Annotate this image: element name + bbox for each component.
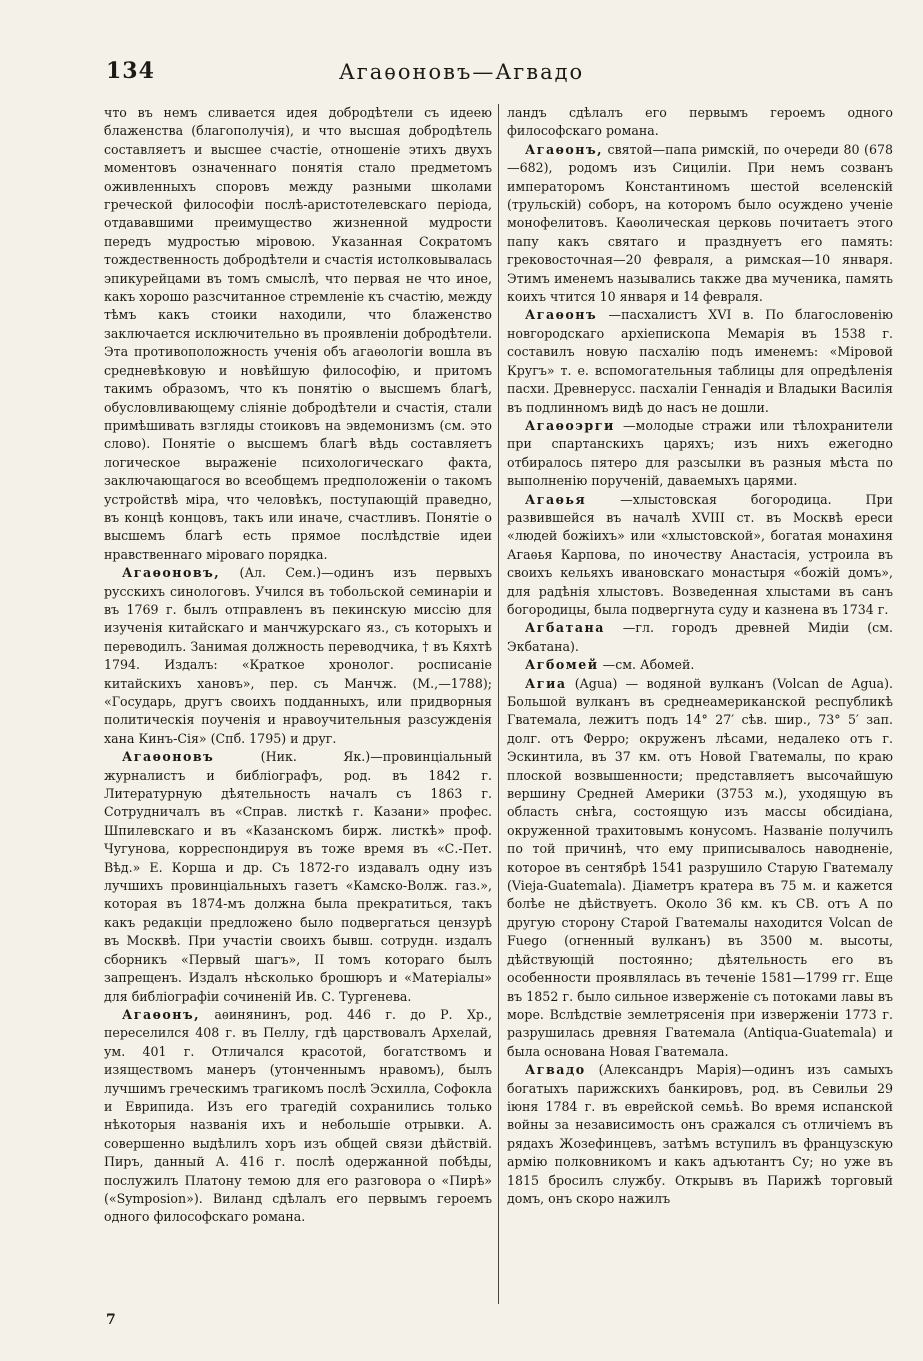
entry-paragraph (104, 748, 492, 1006)
page-number: 134 (106, 58, 155, 84)
entry-text: —молодые стражи или тѣлохранители при спартанскихъ царяхъ; изъ нихъ ежегодно отбиралось пятеро для разсылки въ разныя мѣста по выполненію порученій, даваемыхъ царями. (507, 417, 893, 489)
entry-paragraph (104, 564, 492, 748)
entry-paragraph (507, 141, 893, 307)
entry-headword: Агаѳья (525, 491, 587, 507)
entry-headword: Агаѳоновъ (122, 749, 215, 765)
column-divider (498, 104, 499, 1304)
entry-text: —хлыстовская богородица. При развившейся въ началѣ XVIII ст. въ Москвѣ ереси «людей божіихъ» или «хлыстовской», богатая монахиня Агаѳья Карпова, по иночеству Анастасія, устроила въ своихъ кельяхъ ивановскаго монастыря «божій домъ», для радѣнія хлыстовъ. Возведенная хлыстами въ санъ богородицы, была подвергнута суду и казнена въ 1734 г. (507, 491, 893, 617)
entry-text: —гл. городъ древней Мидіи (см. Экбатана). (507, 620, 893, 654)
entry-headword: Агаѳоновъ, (122, 565, 221, 581)
signature-mark: 7 (106, 1312, 116, 1328)
entry-text: что въ немъ сливается идея добродѣтели съ идеею блаженства (благополучія), и что высшая добродѣтель составляетъ и высшее счастіе, отношеніе этихъ двухъ моментовъ означеннаго понятія стало предметомъ оживленныхъ споровъ между разными школами греческой философіи послѣ-аристотелевскаго періода, отдававшими преимущество жизненной мудрости передъ мудростью міровою. Указанная Сократомъ тождественность добродѣтели и счастія истолковывалась эпикурейцами въ томъ смыслѣ, что первая не что иное, какъ хорошо разсчитанное стремленіе къ счастію, между тѣмъ какъ стоики находили, что блаженство заключается исключительно въ проявленіи добродѣтели. Эта противоположность ученія объ агаѳологіи вошла въ средневѣковую и новѣйшую философію, и притомъ такимъ образомъ, что къ понятію о высшемъ благѣ, обусловливающему сліяніе добродѣтели и счастія, стали примѣшивать взгляды стоиковъ на эвдемонизмъ (см. это слово). Понятіе о высшемъ благѣ вѣдь составляетъ логическое выраженіе психологическаго факта, заключающагося во всеобщемъ предположеніи о такомъ устройствѣ міра, что человѣкъ, поступающій праведно, въ концѣ концовъ, такъ или иначе, счастливъ. Понятіе о высшемъ благѣ есть прямое послѣдствіе идеи нравственнаго міроваго порядка. (104, 105, 492, 562)
entry-paragraph (507, 619, 893, 656)
entry-paragraph (104, 1006, 492, 1227)
entry-headword: Агбомей (525, 657, 599, 673)
entry-text: (Agua) — водяной вулканъ (Volcan de Agua). Большой вулканъ въ среднеамериканской республикѣ Гватемала, лежитъ подъ 14° 27′ сѣв. шир., 73° 5′ зап. долг. отъ Ферро; окруженъ лѣсами, недалеко отъ г. Эскинтила, въ 37 км. отъ Новой Гватемалы, по краю плоской возвышенности; представляетъ высочайшую вершину Средней Америки (3753 м.), уходящую въ область снѣга, состоящую изъ массы обсидіана, окруженной трахитовымъ конусомъ. Названіе получилъ по той причинѣ, что ему приписывалось наводненіе, которое въ сентябрѣ 1541 разрушило Старую Гватемалу (Vieja-Guatemala). Діаметръ кратера въ 75 м. и кажется болѣе не дѣйствуетъ. Около 36 км. къ СВ. отъ А по другую сторону Старой Гватемалы находится Volcan de Fuego (огненный вулканъ) въ 3500 м. высоты, дѣйствующій постоянно; дѣятельность его въ особенности проявлялась въ теченіе 1581—1799 гг. Еще въ 1852 г. было сильное изверженіе съ потоками лавы въ море. Вслѣдствіе землетрясенія при изверженіи 1773 г. разрушилась древняя Гватемала (Antiqua-Guatemala) и была основана Новая Гватемала. (507, 675, 893, 1059)
entry-headword: Агаѳонъ (525, 307, 598, 323)
entry-headword: Агвадо (525, 1062, 586, 1078)
entry-paragraph (104, 104, 492, 564)
page-header (0, 58, 923, 92)
entry-paragraph (507, 656, 893, 674)
right-column (507, 104, 893, 1304)
entry-paragraph (507, 104, 893, 141)
entry-paragraph (507, 675, 893, 1062)
entry-text: ландъ сдѣлалъ его первымъ героемъ одного философскаго романа. (507, 105, 893, 139)
running-title: Агаѳоновъ—Агвадо (338, 60, 585, 84)
entry-text: (Ник. Як.)—провинціальный журналистъ и библіографъ, род. въ 1842 г. Литературную дѣятельность началъ съ 1863 г. Сотрудничалъ въ «Справ. листкѣ г. Казани» профес. Шпилевскаго и въ «Казанскомъ бирж. листкѣ» проф. Чугунова, корреспондируя въ тоже время въ «С.-Пет. Вѣд.» Е. Корша и др. Съ 1872-го издавалъ одну изъ лучшихъ провинціальныхъ газетъ «Камско-Волж. газ.», которая въ 1874-мъ должна была прекратиться, такъ какъ редакціи предложено было подвергаться цензурѣ въ Москвѣ. При участіи своихъ бывш. сотрудн. издалъ сборникъ «Первый шагъ», II томъ котораго былъ запрещенъ. Издалъ нѣсколько брошюръ и «Матеріалы» для библіографіи сочиненій Ив. С. Тургенева. (104, 749, 492, 1004)
entry-paragraph (507, 1061, 893, 1208)
entry-paragraph (507, 491, 893, 620)
entry-headword: Агаѳонъ, (122, 1006, 201, 1022)
left-column (104, 104, 492, 1304)
entry-text: аѳинянинъ, род. 446 г. до Р. Хр., переселился 408 г. въ Пеллу, гдѣ царствовалъ Архелай, ум. 401 г. Отличался красотой, богатствомъ и изяществомъ манеръ (утонченнымъ нравомъ), былъ лучшимъ греческимъ трагикомъ послѣ Эсхилла, Софокла и Еврипида. Изъ его трагедій сохранились только нѣкоторыя названія ихъ и небольшіе отрывки. А. совершенно выдѣлилъ хоръ изъ общей связи дѣйствій. Пиръ, данный А. 416 г. послѣ одержанной побѣды, послужилъ Платону темою для его разговора о «Пирѣ» («Symposion»). Виланд сдѣлалъ его первымъ героемъ одного философскаго романа. (104, 1006, 492, 1225)
entry-headword: Агаѳонъ, (525, 141, 604, 157)
entry-text: (Александръ Марія)—одинъ изъ самыхъ богатыхъ парижскихъ банкировъ, род. въ Севильи 29 іюня 1784 г. въ еврейской семьѣ. Во время испанской войны за независимость онъ сражался съ отличіемъ въ рядахъ Жозефинцевъ, затѣмъ вступилъ въ французскую армію полковникомъ и какъ адъютантъ Су; но уже въ 1815 бросилъ службу. Открывъ въ Парижѣ торговый домъ, онъ скоро нажилъ (507, 1062, 893, 1206)
entry-headword: Агаѳоэрги (525, 417, 615, 433)
entry-text: (Ал. Сем.)—одинъ изъ первыхъ русскихъ синологовъ. Учился въ тобольской семинаріи и въ 1769 г. былъ отправленъ въ пекинскую миссію для изученія китайскаго и манчжурскаго яз., съ которыхъ и переводилъ. Занимая должность переводчика, † въ Кяхтѣ 1794. Издалъ: «Краткое хронолог. росписаніе китайскихъ хановъ», пер. съ Манчж. (М.,—1788); «Государь, другъ своихъ подданныхъ, или придворныя политическія поученія и нравоучительныя разсужденія хана Кинъ-Сія» (Спб. 1795) и друг. (104, 565, 492, 746)
entry-text: —см. Абомей. (602, 657, 695, 673)
entry-headword: Агбатана (525, 620, 605, 636)
entry-text: —пасхалистъ XVI в. По благословенію новгородскаго архіепископа Мемарія въ 1538 г. составилъ новую пасхалію подъ именемъ: «Міровой Кругъ» т. е. вспомогательныя таблицы для опредѣленія пасхи. Древнерусс. пасхаліи Геннадія и Владыки Василія въ подлинномъ видѣ до насъ не дошли. (507, 307, 893, 415)
entry-paragraph (507, 306, 893, 416)
entry-text: святой—папа римскій, по очереди 80 (678—682), родомъ изъ Сициліи. При немъ созванъ императоромъ Константиномъ шестой вселенскій (трульскій) соборъ, на которомъ было осуждено ученіе монофелитовъ. Каѳолическая церковь почитаетъ этого папу какъ святаго и празднуетъ его память: грековосточная—20 февраля, а римская—10 января. Этимъ именемъ назывались также два мученика, память коихъ чтится 10 января и 14 февраля. (507, 141, 893, 305)
entry-paragraph (507, 417, 893, 491)
entry-headword: Агиа (525, 675, 567, 691)
